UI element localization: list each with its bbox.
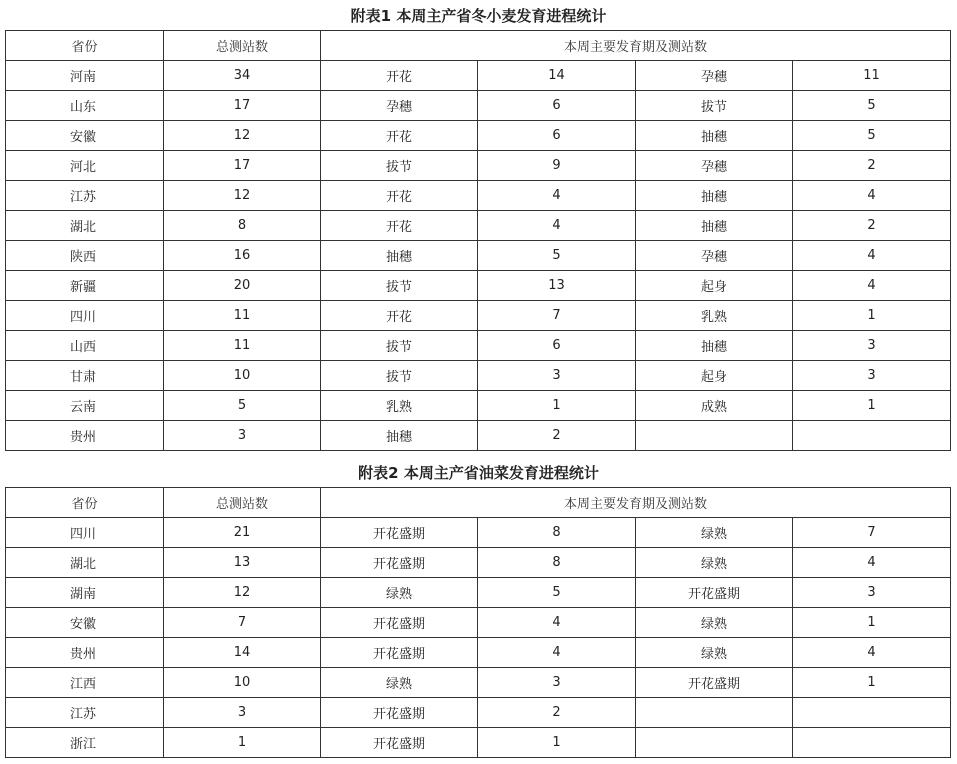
stage-1-cell: 开花盛期 — [321, 698, 478, 728]
stage-2-count-cell: 4 — [793, 638, 951, 668]
table-row — [6, 548, 951, 578]
province-cell: 湖南 — [6, 578, 164, 608]
stage-2-count-cell: 1 — [793, 608, 951, 638]
stage-1-count-cell: 9 — [478, 151, 636, 181]
total-stations-cell: 10 — [164, 668, 321, 698]
header-province: 省份 — [6, 488, 164, 518]
table-row — [6, 181, 951, 211]
stage-1-count-cell: 6 — [478, 91, 636, 121]
province-cell: 安徽 — [6, 608, 164, 638]
stage-2-count-cell — [793, 698, 951, 728]
stage-2-cell: 抽穗 — [636, 181, 793, 211]
stage-2-cell — [636, 698, 793, 728]
stage-2-count-cell — [793, 421, 951, 451]
stage-1-cell: 开花盛期 — [321, 728, 478, 758]
header-province: 省份 — [6, 31, 164, 61]
province-cell: 甘肃 — [6, 361, 164, 391]
stage-2-count-cell: 4 — [793, 241, 951, 271]
stage-1-count-cell: 7 — [478, 301, 636, 331]
stage-2-cell: 抽穗 — [636, 331, 793, 361]
province-cell: 河北 — [6, 151, 164, 181]
stage-1-cell: 拔节 — [321, 271, 478, 301]
stage-2-cell: 绿熟 — [636, 518, 793, 548]
stage-1-cell: 拔节 — [321, 361, 478, 391]
province-cell: 四川 — [6, 518, 164, 548]
province-cell: 新疆 — [6, 271, 164, 301]
stage-2-count-cell: 2 — [793, 151, 951, 181]
province-cell: 云南 — [6, 391, 164, 421]
stage-2-cell: 开花盛期 — [636, 668, 793, 698]
stage-1-count-cell: 14 — [478, 61, 636, 91]
stage-1-cell: 开花 — [321, 181, 478, 211]
stage-1-count-cell: 2 — [478, 698, 636, 728]
stage-1-cell: 绿熟 — [321, 668, 478, 698]
stage-1-cell: 孕穗 — [321, 91, 478, 121]
stage-1-count-cell: 4 — [478, 638, 636, 668]
stage-1-count-cell: 5 — [478, 241, 636, 271]
stage-2-cell: 绿熟 — [636, 638, 793, 668]
stage-1-count-cell: 8 — [478, 518, 636, 548]
stage-2-cell: 绿熟 — [636, 548, 793, 578]
table-row — [6, 271, 951, 301]
stage-1-cell: 开花 — [321, 121, 478, 151]
table-row — [6, 361, 951, 391]
stage-2-cell: 起身 — [636, 271, 793, 301]
province-cell: 山东 — [6, 91, 164, 121]
stage-2-count-cell: 7 — [793, 518, 951, 548]
total-stations-cell: 12 — [164, 578, 321, 608]
table-row — [6, 151, 951, 181]
header-total-stations: 总测站数 — [164, 31, 321, 61]
stage-1-cell: 开花 — [321, 211, 478, 241]
province-cell: 山西 — [6, 331, 164, 361]
stage-1-cell: 绿熟 — [321, 578, 478, 608]
table-row — [6, 608, 951, 638]
stage-2-count-cell: 5 — [793, 121, 951, 151]
table-row — [6, 728, 951, 758]
stage-2-cell: 孕穗 — [636, 151, 793, 181]
total-stations-cell: 16 — [164, 241, 321, 271]
table-row — [6, 518, 951, 548]
stage-1-cell: 开花 — [321, 61, 478, 91]
total-stations-cell: 21 — [164, 518, 321, 548]
table-row — [6, 211, 951, 241]
total-stations-cell: 20 — [164, 271, 321, 301]
header-total-stations: 总测站数 — [164, 488, 321, 518]
stage-2-count-cell: 2 — [793, 211, 951, 241]
total-stations-cell: 7 — [164, 608, 321, 638]
stage-2-cell: 抽穗 — [636, 121, 793, 151]
total-stations-cell: 3 — [164, 421, 321, 451]
stage-1-cell: 抽穗 — [321, 421, 478, 451]
stage-1-cell: 抽穗 — [321, 241, 478, 271]
stage-1-count-cell: 3 — [478, 361, 636, 391]
stage-1-cell: 开花盛期 — [321, 518, 478, 548]
total-stations-cell: 17 — [164, 91, 321, 121]
stage-1-cell: 乳熟 — [321, 391, 478, 421]
stage-2-count-cell: 1 — [793, 391, 951, 421]
stage-2-cell: 开花盛期 — [636, 578, 793, 608]
stage-1-count-cell: 3 — [478, 668, 636, 698]
stage-2-count-cell: 11 — [793, 61, 951, 91]
table-row — [6, 638, 951, 668]
stage-1-count-cell: 1 — [478, 728, 636, 758]
stage-2-cell: 乳熟 — [636, 301, 793, 331]
stage-2-count-cell: 1 — [793, 668, 951, 698]
stage-1-count-cell: 13 — [478, 271, 636, 301]
stage-1-cell: 开花盛期 — [321, 548, 478, 578]
province-cell: 河南 — [6, 61, 164, 91]
stage-2-count-cell: 4 — [793, 271, 951, 301]
stage-1-count-cell: 4 — [478, 608, 636, 638]
province-cell: 江西 — [6, 668, 164, 698]
rapeseed-progress-table — [5, 487, 951, 758]
stage-1-cell: 拔节 — [321, 151, 478, 181]
table-row — [6, 91, 951, 121]
table-row — [6, 61, 951, 91]
table-row — [6, 121, 951, 151]
total-stations-cell: 13 — [164, 548, 321, 578]
stage-2-count-cell: 3 — [793, 578, 951, 608]
total-stations-cell: 8 — [164, 211, 321, 241]
stage-1-count-cell: 6 — [478, 331, 636, 361]
stage-2-count-cell: 3 — [793, 331, 951, 361]
table-row — [6, 391, 951, 421]
total-stations-cell: 12 — [164, 121, 321, 151]
province-cell: 浙江 — [6, 728, 164, 758]
total-stations-cell: 10 — [164, 361, 321, 391]
province-cell: 湖北 — [6, 211, 164, 241]
stage-2-count-cell — [793, 728, 951, 758]
table-row — [6, 421, 951, 451]
stage-2-count-cell: 4 — [793, 181, 951, 211]
table2-title: 附表2 本周主产省油菜发育进程统计 — [358, 464, 599, 482]
table-row — [6, 331, 951, 361]
stage-1-cell: 开花 — [321, 301, 478, 331]
stage-1-cell: 拔节 — [321, 331, 478, 361]
stage-2-cell: 成熟 — [636, 391, 793, 421]
stage-2-count-cell: 3 — [793, 361, 951, 391]
total-stations-cell: 14 — [164, 638, 321, 668]
stage-1-count-cell: 5 — [478, 578, 636, 608]
table-row — [6, 578, 951, 608]
stage-1-cell: 开花盛期 — [321, 638, 478, 668]
total-stations-cell: 1 — [164, 728, 321, 758]
header-main-stages: 本周主要发育期及测站数 — [321, 488, 951, 518]
stage-2-cell: 绿熟 — [636, 608, 793, 638]
province-cell: 江苏 — [6, 181, 164, 211]
stage-2-cell: 孕穗 — [636, 61, 793, 91]
total-stations-cell: 5 — [164, 391, 321, 421]
total-stations-cell: 12 — [164, 181, 321, 211]
stage-1-count-cell: 1 — [478, 391, 636, 421]
table-header-row — [6, 31, 951, 61]
stage-1-count-cell: 6 — [478, 121, 636, 151]
province-cell: 陕西 — [6, 241, 164, 271]
stage-1-count-cell: 8 — [478, 548, 636, 578]
stage-2-cell: 拔节 — [636, 91, 793, 121]
province-cell: 安徽 — [6, 121, 164, 151]
table-row — [6, 668, 951, 698]
table-header-row — [6, 488, 951, 518]
total-stations-cell: 34 — [164, 61, 321, 91]
total-stations-cell: 11 — [164, 331, 321, 361]
total-stations-cell: 11 — [164, 301, 321, 331]
wheat-progress-table — [5, 30, 951, 451]
stage-2-count-cell: 5 — [793, 91, 951, 121]
total-stations-cell: 3 — [164, 698, 321, 728]
stage-2-cell: 孕穗 — [636, 241, 793, 271]
stage-2-count-cell: 1 — [793, 301, 951, 331]
stage-2-count-cell: 4 — [793, 548, 951, 578]
header-main-stages: 本周主要发育期及测站数 — [321, 31, 951, 61]
total-stations-cell: 17 — [164, 151, 321, 181]
stage-2-cell: 抽穗 — [636, 211, 793, 241]
stage-1-count-cell: 2 — [478, 421, 636, 451]
stage-2-cell: 起身 — [636, 361, 793, 391]
province-cell: 四川 — [6, 301, 164, 331]
stage-1-count-cell: 4 — [478, 211, 636, 241]
stage-1-cell: 开花盛期 — [321, 608, 478, 638]
table-row — [6, 698, 951, 728]
stage-1-count-cell: 4 — [478, 181, 636, 211]
province-cell: 江苏 — [6, 698, 164, 728]
province-cell: 湖北 — [6, 548, 164, 578]
stage-2-cell — [636, 421, 793, 451]
province-cell: 贵州 — [6, 421, 164, 451]
table1-title: 附表1 本周主产省冬小麦发育进程统计 — [350, 7, 607, 25]
province-cell: 贵州 — [6, 638, 164, 668]
table-row — [6, 241, 951, 271]
table-row — [6, 301, 951, 331]
stage-2-cell — [636, 728, 793, 758]
